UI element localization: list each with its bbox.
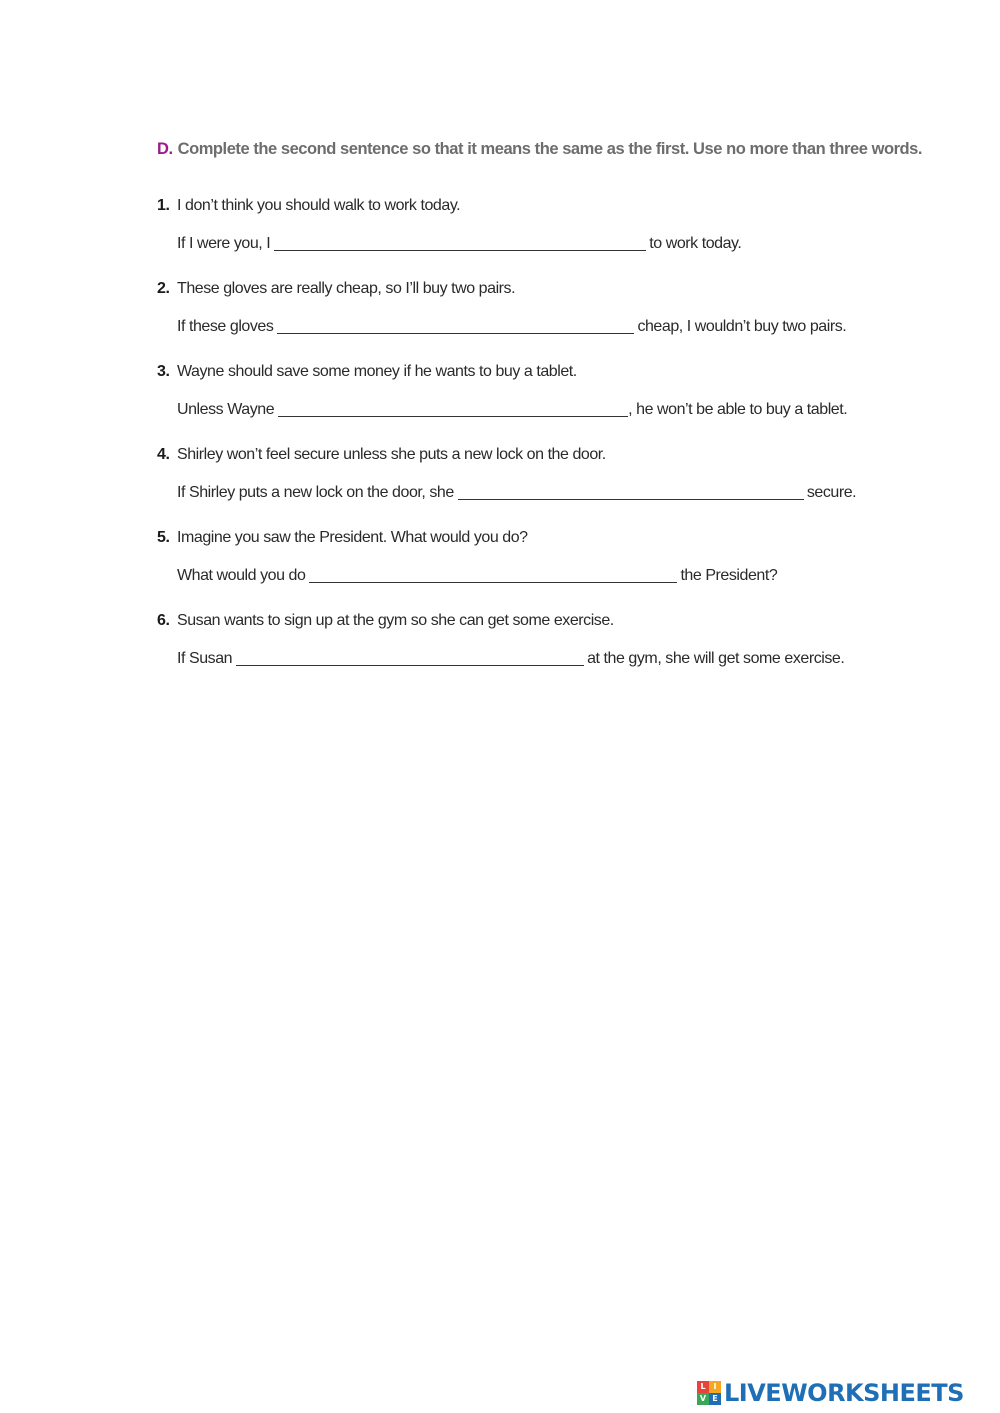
prompt-text: I don’t think you should walk to work today. — [177, 197, 461, 214]
answer-after: cheap, I wouldn’t buy two pairs. — [637, 318, 847, 335]
answer-blank[interactable] — [277, 316, 634, 334]
item-number: 5. — [157, 529, 170, 546]
prompt-text: These gloves are really cheap, so I’ll buy two pairs. — [177, 280, 516, 297]
section-letter: D. — [157, 140, 173, 158]
answer-before: If Shirley puts a new lock on the door, she — [177, 484, 454, 501]
answer-blank[interactable] — [309, 565, 677, 583]
answer-before: Unless Wayne — [177, 401, 275, 418]
item-number: 6. — [157, 612, 170, 629]
answer-blank[interactable] — [274, 233, 646, 251]
answer-after: the President? — [680, 567, 778, 584]
answer-sentence — [177, 567, 777, 585]
item-number: 4. — [157, 446, 170, 463]
item-number: 2. — [157, 280, 170, 297]
answer-sentence — [177, 318, 846, 336]
item-prompt — [157, 197, 460, 215]
item-prompt — [157, 446, 606, 464]
answer-before: If these gloves — [177, 318, 274, 335]
answer-sentence — [177, 401, 847, 419]
logo-text: LIVEWORKSHEETS — [724, 1379, 964, 1407]
instruction-text: Complete the second sentence so that it means the same as the first. Use no more than three words. — [177, 140, 923, 158]
answer-blank[interactable] — [458, 482, 804, 500]
logo-mark-cell: I — [709, 1381, 721, 1393]
item-prompt — [157, 529, 528, 547]
prompt-text: Imagine you saw the President. What would you do? — [177, 529, 528, 546]
answer-sentence — [177, 235, 741, 253]
liveworksheets-logo — [697, 1379, 964, 1407]
item-prompt — [157, 363, 577, 381]
answer-after: secure. — [806, 484, 857, 501]
logo-mark-cell: V — [697, 1393, 709, 1405]
answer-before: What would you do — [177, 567, 306, 584]
item-prompt — [157, 612, 614, 630]
answer-blank[interactable] — [236, 648, 584, 666]
prompt-text: Wayne should save some money if he wants to buy a tablet. — [177, 363, 577, 380]
logo-mark-cell: L — [697, 1381, 709, 1393]
answer-after: , he won’t be able to buy a tablet. — [628, 401, 848, 418]
answer-before: If Susan — [177, 650, 233, 667]
item-number: 1. — [157, 197, 170, 214]
answer-sentence — [177, 484, 856, 502]
prompt-text: Shirley won’t feel secure unless she puts a new lock on the door. — [177, 446, 606, 463]
answer-sentence — [177, 650, 844, 668]
logo-mark-cell: E — [709, 1393, 721, 1405]
answer-after: at the gym, she will get some exercise. — [587, 650, 845, 667]
instruction-heading — [157, 140, 922, 159]
item-number: 3. — [157, 363, 170, 380]
answer-blank[interactable] — [278, 399, 628, 417]
item-prompt — [157, 280, 515, 298]
prompt-text: Susan wants to sign up at the gym so she can get some exercise. — [177, 612, 614, 629]
answer-before: If I were you, I — [177, 235, 271, 252]
answer-after: to work today. — [649, 235, 742, 252]
logo-mark-icon — [697, 1381, 721, 1405]
